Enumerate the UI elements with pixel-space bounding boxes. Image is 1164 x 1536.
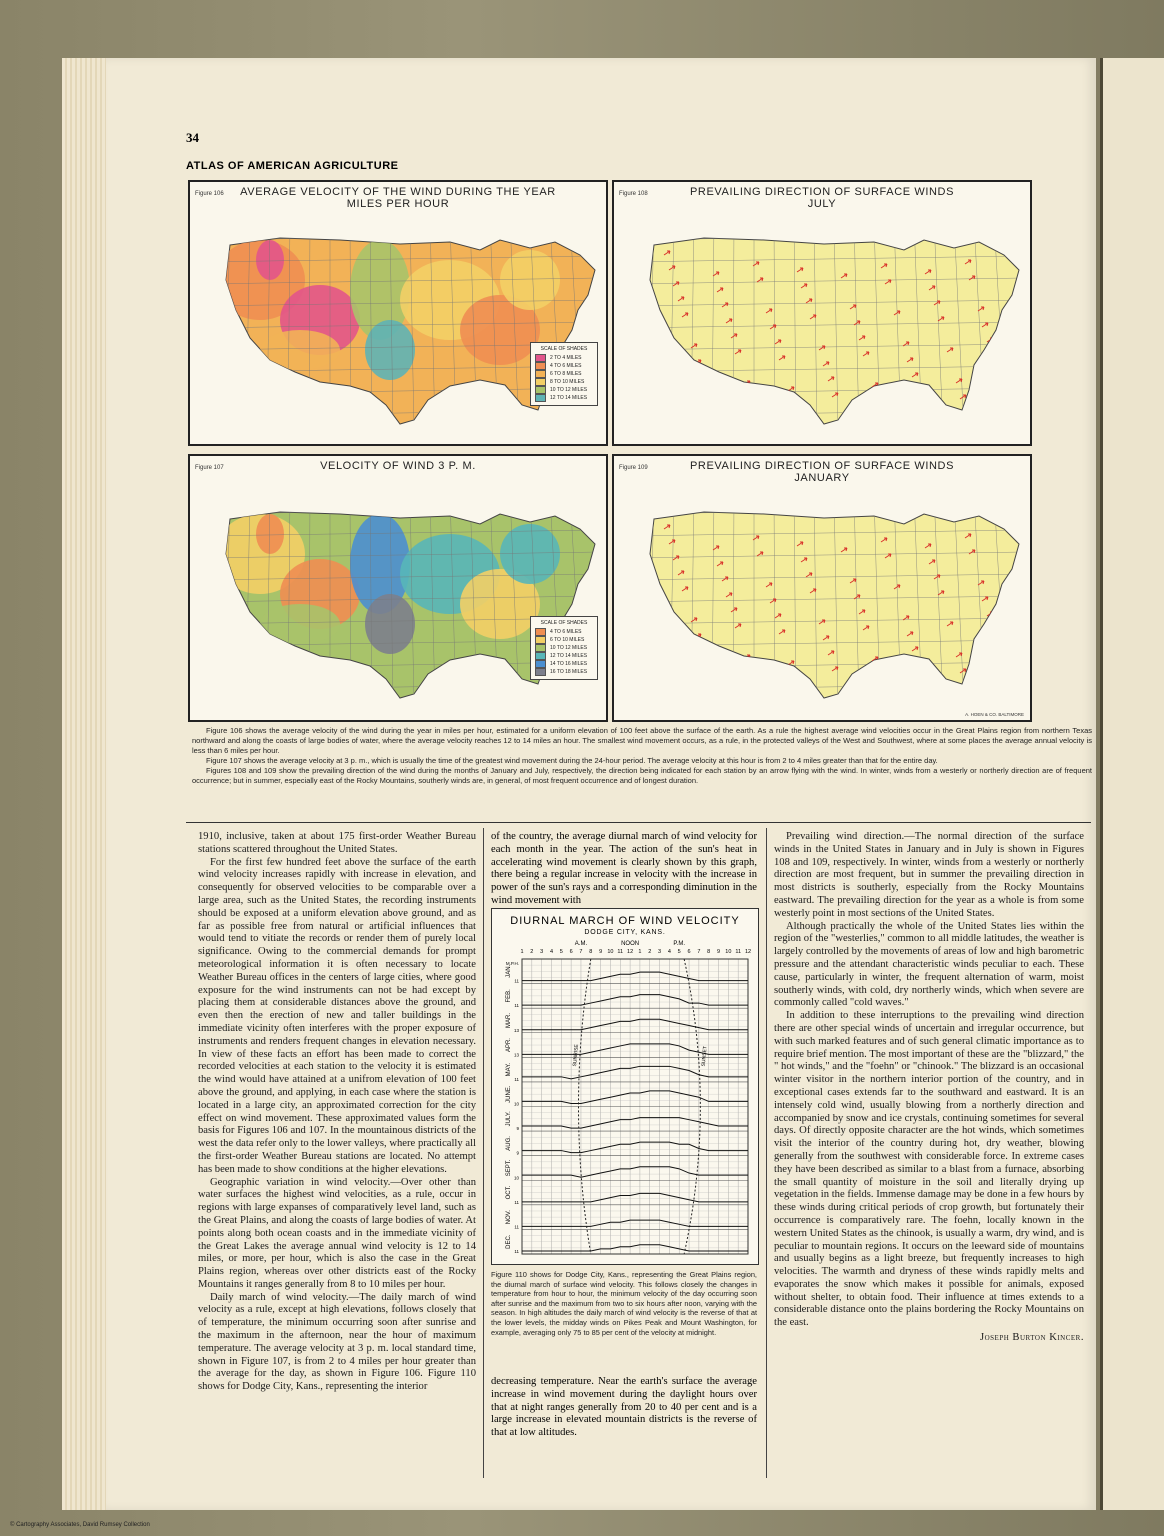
tick-label: 2 bbox=[530, 949, 534, 955]
tick-label: 5 bbox=[559, 949, 563, 955]
series-line-9 bbox=[522, 1193, 748, 1201]
legend-label: 6 TO 10 MILES bbox=[550, 637, 585, 643]
tick-label: 7 bbox=[579, 949, 583, 955]
legend-swatch bbox=[535, 660, 546, 668]
tick-label: 6 bbox=[569, 949, 573, 955]
data-label: 11 bbox=[514, 1224, 519, 1230]
legend-label: 2 TO 4 MILES bbox=[550, 355, 582, 361]
data-label: 13 bbox=[513, 1027, 519, 1033]
legend-label: 4 TO 6 MILES bbox=[550, 629, 582, 635]
paragraph: Daily march of wind velocity.—The daily march of wind velocity as a rule, except at high elevations, follows closely that of temperature, the minimum occurring soon after sunrise and the maximum in the afternoon, near the hour of maximum temperature. The average velocity at 3 p. m. local standard time, shown in Figure 107, is from 2 to 4 miles per hour greater than the average for the day, as shown in Figure 106. Figure 110 shows for Dodge City, Kans., representing the interior bbox=[198, 1291, 476, 1393]
legend-label: 16 TO 18 MILES bbox=[550, 669, 588, 675]
tick-label: 4 bbox=[549, 949, 554, 955]
tick-label: 5 bbox=[677, 949, 681, 955]
us-map-graphic bbox=[190, 456, 606, 720]
map-wind-direction-january bbox=[612, 454, 1032, 722]
tick-label: 10 bbox=[607, 949, 614, 955]
tick-label: 3 bbox=[540, 949, 544, 955]
legend-swatch bbox=[535, 370, 546, 378]
map-legend: SCALE OF SHADES 2 TO 4 MILES 4 TO 6 MILES 6 TO 8 MILES 8 TO 10 MILES 10 TO 12 MILES 12 TO 14 MILES bbox=[530, 342, 598, 406]
map-legend: SCALE OF SHADES 4 TO 6 MILES 6 TO 10 MILES 10 TO 12 MILES 12 TO 14 MILES 14 TO 16 MILES 16 TO 18 MILES bbox=[530, 616, 598, 680]
legend-entry bbox=[535, 652, 593, 660]
tick-label: 11 bbox=[617, 949, 624, 955]
series-line-3 bbox=[522, 1044, 748, 1055]
axis-label: M.P.H. bbox=[505, 961, 519, 966]
legend-swatch bbox=[535, 394, 546, 402]
paragraph: Although practically the whole of the United States lies within the region of the "westerlies," common to all middle latitudes, the weather is largely controlled by the movements of areas of low and high barometric pressure and the attendant characteristic winds peculiar to each. These cause, particularly in winter, the frequent alternation of warm, moist southerly winds, with cold, dry northerly winds, which when severe are commonly called "cold waves." bbox=[774, 920, 1084, 1009]
running-head: ATLAS OF AMERICAN AGRICULTURE bbox=[186, 160, 399, 172]
us-map-graphic bbox=[190, 182, 606, 446]
legend-entry bbox=[535, 644, 593, 652]
curve-label: SUNRISE bbox=[572, 1044, 580, 1067]
tick-label: A.M. bbox=[574, 941, 588, 947]
data-label: 10 bbox=[513, 1175, 519, 1181]
series-label: SEPT. bbox=[506, 1159, 512, 1177]
tick-label: 1 bbox=[638, 949, 642, 955]
legend-label: 4 TO 6 MILES bbox=[550, 363, 582, 369]
engraver-credit: A. HOEN & CO. BALTIMORE bbox=[965, 712, 1024, 717]
map-title: PREVAILING DIRECTION OF SURFACE WINDS JULY bbox=[689, 186, 955, 210]
tick-label: 2 bbox=[648, 949, 652, 955]
diurnal-wind-chart bbox=[491, 908, 759, 1265]
curve-label: SUNSET bbox=[700, 1045, 709, 1067]
series-label: JUNE. bbox=[506, 1085, 512, 1103]
legend-entry bbox=[535, 354, 593, 362]
tick-label: 11 bbox=[735, 949, 742, 955]
series-line-2 bbox=[522, 1019, 748, 1030]
tick-label: 12 bbox=[744, 949, 752, 955]
legend-swatch bbox=[535, 628, 546, 636]
text-column-3 bbox=[774, 831, 1084, 1345]
map-wind-velocity-3pm bbox=[188, 454, 608, 722]
legend-label: 14 TO 16 MILES bbox=[550, 661, 588, 667]
data-label: 11 bbox=[514, 1199, 519, 1205]
series-line-1 bbox=[522, 995, 748, 1006]
data-label: 13 bbox=[513, 1052, 519, 1058]
legend-entry bbox=[535, 386, 593, 394]
tick-label: 9 bbox=[716, 949, 721, 955]
tick-label: 6 bbox=[687, 949, 691, 955]
legend-swatch bbox=[535, 354, 546, 362]
data-label: 11 bbox=[514, 1249, 519, 1254]
tick-label: 3 bbox=[658, 949, 662, 955]
map-title: VELOCITY OF WIND 3 P. M. bbox=[320, 460, 476, 472]
legend-entry bbox=[535, 636, 593, 644]
text-column-1 bbox=[198, 831, 476, 1394]
legend-entry bbox=[535, 394, 593, 402]
column-rule bbox=[766, 828, 767, 1478]
paragraph: Prevailing wind direction.—The normal direction of the surface winds in the United States in January and in July is shown in Figures 108 and 109, respectively. In winter, winds from a westerly or northerly direction are most frequent, but in summer the prevailing direction in most districts is southerly, especially from the Rocky Mountains eastward. The prevailing direction for the year as a whole is from some westerly point in most sections of the United States. bbox=[774, 831, 1084, 919]
series-line-0 bbox=[522, 972, 748, 980]
maps-caption bbox=[192, 726, 1092, 786]
tick-label: 12 bbox=[627, 949, 634, 955]
facing-page bbox=[1100, 58, 1164, 1510]
series-label: NOV. bbox=[506, 1210, 512, 1225]
legend-swatch bbox=[535, 652, 546, 660]
tick-label: 8 bbox=[707, 949, 711, 955]
data-label: 9 bbox=[516, 1126, 519, 1132]
legend-label: 8 TO 10 MILES bbox=[550, 379, 585, 385]
chart-plot bbox=[492, 909, 758, 1264]
legend-label: 6 TO 8 MILES bbox=[550, 371, 582, 377]
figure-number: Figure 107 bbox=[195, 465, 224, 471]
legend-entry bbox=[535, 370, 593, 378]
figure-number: Figure 106 bbox=[195, 191, 224, 197]
series-line-4 bbox=[522, 1066, 748, 1079]
legend-swatch bbox=[535, 362, 546, 370]
paragraph: Geographic variation in wind velocity.—Over other than water surfaces the highest wind velocities, as a rule, occur in regions with large expanses of comparatively level land, such as the Great Plains, and along the coasts of large bodies of water. At points along both ocean coasts and in the immediate vicinity of the Great Lakes the average annual wind velocity is 12 to 14 miles, or more, per hour, which is also the case in the Great Plains region, whereas over other districts east of the Rocky Mountains it ranges generally from 8 to 10 miles per hour. bbox=[198, 1176, 476, 1290]
legend-entry bbox=[535, 362, 593, 370]
caption-paragraph: Figures 108 and 109 show the prevailing direction of the wind during the months of January and July, respectively, the direction being indicated for each station by an arrow flying with the wind. In winter, winds from a westerly or northerly direction are of frequent occurrence; but in summer, especially east of the Rocky Mountains, southerly winds are, in general, of most frequent occurrence and of longest duration. bbox=[192, 766, 1092, 785]
data-label: 10 bbox=[513, 1101, 519, 1107]
series-label: JULY. bbox=[506, 1111, 512, 1127]
paragraph: 1910, inclusive, taken at about 175 first-order Weather Bureau stations scattered throughout the United States. bbox=[198, 831, 476, 855]
data-label: 11 bbox=[514, 1003, 519, 1009]
legend-swatch bbox=[535, 668, 546, 676]
legend-label: 12 TO 14 MILES bbox=[550, 653, 588, 659]
atlas-page bbox=[106, 58, 1096, 1510]
map-title: AVERAGE VELOCITY OF THE WIND DURING THE YEAR MILES PER HOUR bbox=[240, 186, 556, 210]
us-map-graphic bbox=[614, 456, 1030, 720]
map-average-wind-velocity bbox=[188, 180, 608, 446]
series-label: AUG. bbox=[506, 1136, 512, 1151]
tick-label: 7 bbox=[697, 949, 701, 955]
page-edges bbox=[62, 58, 110, 1510]
legend-label: 12 TO 14 MILES bbox=[550, 395, 588, 401]
tick-label: 4 bbox=[667, 949, 671, 955]
legend-label: 10 TO 12 MILES bbox=[550, 387, 588, 393]
author-signature: Joseph Burton Kincer. bbox=[979, 1332, 1084, 1344]
series-line-7 bbox=[522, 1142, 748, 1153]
legend-label: 10 TO 12 MILES bbox=[550, 645, 588, 651]
series-label: APR. bbox=[506, 1038, 512, 1053]
legend-swatch bbox=[535, 644, 546, 652]
collection-credit: © Cartography Associates, David Rumsey Collection bbox=[10, 1522, 150, 1528]
tick-label: 1 bbox=[520, 949, 524, 955]
text-column-2-bottom: decreasing temperature. Near the earth's surface the average increase in wind movement during the daylight hours over that at night ranges generally from 20 to 40 per cent and is a large increase in elevated mountain districts is the reverse of that at low altitudes. bbox=[491, 1376, 757, 1439]
series-line-6 bbox=[522, 1118, 748, 1129]
series-line-5 bbox=[522, 1091, 748, 1104]
text-column-2-top: of the country, the average diurnal march of wind velocity for each month in the year. The action of the sun's heat in accelerating wind movement is clearly shown by this graph, there being a regular increase in velocity with the increase in power of the sun's rays and a corresponding diminution in the wind movement with bbox=[491, 831, 757, 906]
tick-label: 9 bbox=[599, 949, 603, 955]
tick-label: 8 bbox=[589, 949, 593, 955]
chart-caption: Figure 110 shows for Dodge City, Kans., representing the Great Plains region, the diurnal march of surface wind velocity. This follows closely the changes in temperature from hour to hour, the minimum velocity of the day occurring soon after sunrise and the maximum from two to six hours after noon, varying with the season. In high altitudes the daily march of wind velocity is the reverse of that at the lower levels, the midday winds on Pikes Peak and Mount Washington, for example, averaging only 75 to 85 per cent of the velocity at midnight. bbox=[491, 1270, 757, 1337]
series-line-8 bbox=[522, 1167, 748, 1178]
series-label: DEC. bbox=[506, 1234, 512, 1249]
figure-number: Figure 108 bbox=[619, 191, 648, 197]
chart-title: DIURNAL MARCH OF WIND VELOCITY bbox=[510, 915, 740, 927]
tick-label: P.M. bbox=[673, 941, 685, 947]
legend-swatch bbox=[535, 378, 546, 386]
figure-number: Figure 109 bbox=[619, 465, 648, 471]
legend-entry bbox=[535, 668, 593, 676]
legend-swatch bbox=[535, 636, 546, 644]
map-title: PREVAILING DIRECTION OF SURFACE WINDS JANUARY bbox=[689, 460, 955, 484]
chart-subtitle: DODGE CITY, KANS. bbox=[584, 929, 666, 936]
series-label: JAN. bbox=[506, 964, 512, 978]
paragraph: For the first few hundred feet above the surface of the earth wind velocity increases rapidly with increase in elevation, and consequently for observed velocities to be comparable over a large area, such as the United States, the recording instruments should be exposed at a uniform elevation above ground, and as far as possible free from natural or artificial influences that would tend to vitiate the records or render them of purely local significance. Owing to the commercial demands for prompt meteorological information it is often necessary to locate Weather Bureau offices in the centers of large cities, where good exposure for the wind instruments can not be had except by placing them at considerable distances above the ground, and even then the erection of new and taller buildings in the immediate vicinity often interferes with the proper exposure of instruments and renders frequent changes in elevation necessary. In view of these facts an effort has been made to correct the recorded velocities at each station to the velocity it is estimated the wind would have attained at a unifrom elevation of 100 feet above the ground, and applying, in each case where the station is located in a large city, an approximated correction for the city effect on wind movement. These approximated values form the basis for Figures 106 and 107. In the mountainous districts of the west the data refer only to the lower valleys, where practically all the first-order Weather Bureau stations are located. No attempt has been made to show conditions at the higher elevations. bbox=[198, 856, 476, 1175]
data-label: 9 bbox=[516, 1150, 519, 1156]
series-label: OCT. bbox=[506, 1185, 512, 1200]
caption-paragraph: Figure 107 shows the average velocity at 3 p. m., which is usually the time of the greatest wind movement during the 24-hour period. The average velocity at this hour is from 2 to 4 miles greater than that for the entire day. bbox=[206, 756, 938, 765]
us-map-graphic bbox=[614, 182, 1030, 446]
caption-paragraph: Figure 106 shows the average velocity of the wind during the year in miles per hour, estimated for a uniform elevation of 100 feet above the surface of the earth. As a rule the highest average wind velocities occur in the Great Plains region from northern Texas northward and along the coasts of large bodies of water, where the average velocity reaches 12 to 14 miles an hour. The smallest wind movement occurs, as a rule, in the protected valleys of the West and Southwest, where at some places the average annual velocity is less than 6 miles per hour. bbox=[192, 726, 1092, 755]
legend-entry bbox=[535, 378, 593, 386]
legend-entry bbox=[535, 660, 593, 668]
tick-label: NOON bbox=[621, 941, 640, 947]
section-rule bbox=[186, 822, 1091, 823]
legend-swatch bbox=[535, 386, 546, 394]
data-label: 11 bbox=[514, 1076, 519, 1082]
column-rule bbox=[483, 828, 484, 1478]
page-number: 34 bbox=[186, 130, 199, 145]
legend-entry bbox=[535, 628, 593, 636]
series-label: FEB. bbox=[506, 989, 512, 1003]
paragraph: In addition to these interruptions to the prevailing wind direction there are other special winds of uncertain and irregular occurrence, but with such marked features and of such general climatic importance as to require brief mention. The most important of these are the "blizzard," the " hot winds," and the "foehn" or "chinook." The blizzard is an occasional winter visitor in the northern interior portion of the country, and in exceptional cases extends far to the southward and eastward. It is an intensely cold wind, usually blowing from a northerly direction and accompanied by snow and ice crystals, continuing sometimes for several days. Of directly opposite character are the hot winds, which sometimes visit the interior of the country during hot, dry weather, blowing generally from the southwest with considerable force. In extreme cases they have been described as similar to a blast from a furnace, absorbing the small quantity of moisture in the soil and literally drying up vegetation in the fields. Immense damage may be done in a few hours by these winds during critical periods of crop growth, but fortunately their occurrence is comparatively rare. The foehn, locally known in the western United States as the chinook, is usually a warm, dry wind, and is peculiar to mountain regions. It occurs on the leeward side of mountains and usually begins as a light breeze, but frequently increases to high velocities. The warmth and dryness of these winds rapidly melts and evaporates the snow which makes it possible for animals, exposed without shelter, to obtain food. Their influence at times extends to a considerable distance onto the plains bordering the Rocky Mountains on the east. bbox=[774, 1010, 1084, 1329]
tick-label: 10 bbox=[725, 949, 732, 955]
series-label: MAR. bbox=[506, 1012, 512, 1028]
map-wind-direction-july bbox=[612, 180, 1032, 446]
series-label: MAY. bbox=[506, 1062, 512, 1077]
data-label: 11 bbox=[514, 978, 519, 984]
